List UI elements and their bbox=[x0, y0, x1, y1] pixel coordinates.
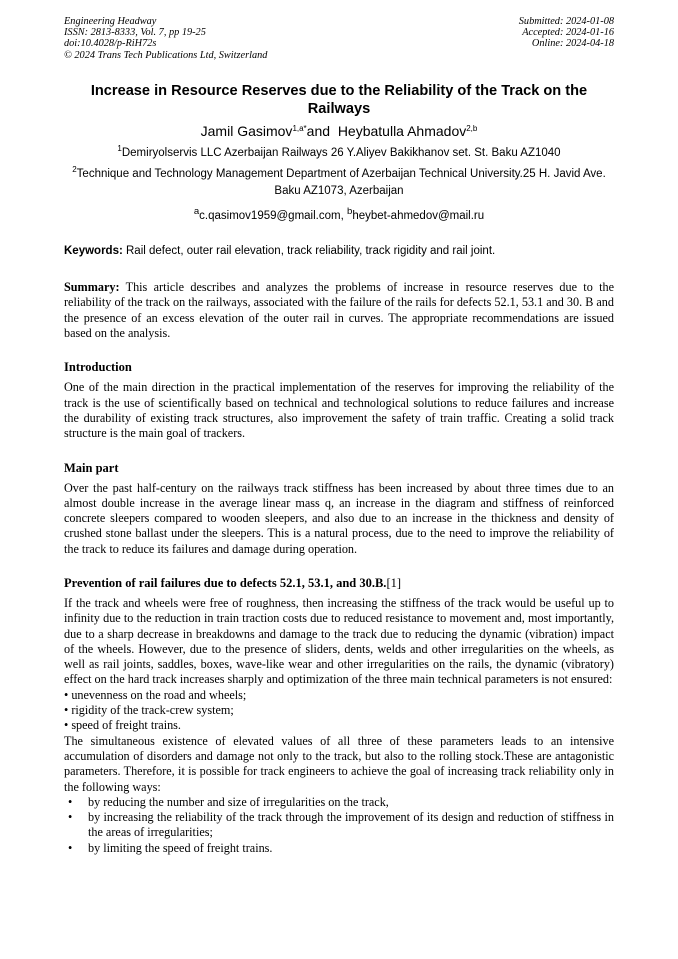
affiliation-2-text: Technique and Technology Management Department of Azerbaijan Technical University.25 H. Javid Ave. Baku AZ1073, Azerbaijan bbox=[76, 168, 606, 197]
bullet-icon: • bbox=[68, 810, 73, 825]
email-b[interactable]: heybet-ahmedov@mail.ru bbox=[352, 210, 485, 223]
paper-title: Increase in Resource Reserves due to the Reliability of the Track on the Railways bbox=[90, 82, 588, 117]
journal-name: Engineering Headway bbox=[64, 16, 157, 27]
publication-dates bbox=[519, 16, 614, 61]
journal-copyright: © 2024 Trans Tech Publications Ltd, Switzerland bbox=[64, 49, 268, 61]
affiliation-2 bbox=[64, 166, 614, 199]
main-part-text: Over the past half-century on the railways track stiffness has been increased by about three times due to an almost double increase in the average linear mass q, an increase in the diagram and stiffness of reinforced concrete sleepers compared to wooden sleepers, and also due to an increase in the thickness and density of crushed stone ballast under the sleepers. This is a natural process, due to the need to improve the reliability of the track to reduce its failures and damage during operation. bbox=[64, 480, 614, 556]
author-1-sup: 1,a* bbox=[292, 123, 307, 133]
journal-issn: ISSN: 2813-8333, Vol. 7, pp 19-25 bbox=[64, 27, 206, 39]
journal-doi: doi:10.4028/p-RiH72s bbox=[64, 38, 157, 50]
journal-header bbox=[64, 16, 614, 61]
method-list bbox=[64, 795, 614, 856]
list-item bbox=[64, 795, 614, 810]
parameter-list bbox=[64, 688, 614, 734]
prevention-heading bbox=[64, 576, 614, 591]
keywords bbox=[64, 244, 614, 259]
author-line bbox=[64, 122, 614, 140]
prevention-paragraph-2: The simultaneous existence of elevated values of all three of these parameters leads to an intensive accumulation of disorders and damage not only to the track, but also to the rolling stock.These are antagonistic parameters. Therefore, it is possible for track engineers to achieve the goal of increasing track reliability only in the following ways: bbox=[64, 733, 614, 794]
bullet-icon: • bbox=[68, 840, 73, 855]
email-a[interactable]: c.qasimov1959@gmail.com, bbox=[199, 210, 344, 223]
author-1-name: Jamil Gasimov bbox=[200, 122, 293, 139]
author-2-name: Heybatulla Ahmadov bbox=[337, 122, 467, 139]
keywords-text: Rail defect, outer rail elevation, track reliability, track rigidity and rail joint. bbox=[126, 245, 496, 258]
list-item: • unevenness on the road and wheels; bbox=[64, 687, 247, 702]
prevention-paragraph-1: If the track and wheels were free of roughness, then increasing the stiffness of the track would be useful up to infinity due to the reduction in train traction costs due to reduced resistance to movement and, most importantly, due to a sharp decrease in breakdowns and damage to the track due to reducing the dynamic (vibration) impact of the wheels. However, due to the presence of sliders, dents, welds and other irregularities on the wheels, as well as rail joints, saddles, boxes, wave-like wear and other irregularities on the rails, the dynamic (vibratory) effect on the hard track increases sharply and optimization of the three main technical parameters is not ensured: bbox=[64, 596, 614, 687]
list-item-text: by limiting the speed of freight trains. bbox=[88, 840, 273, 855]
affiliation-1-sup: 1 bbox=[117, 143, 122, 153]
introduction-heading: Introduction bbox=[64, 360, 132, 375]
affiliation-1-text: Demiryolservis LLC Azerbaijan Railways 26 Y.Aliyev Bakikhanov set. St. Baku AZ1040 bbox=[121, 146, 561, 159]
list-item bbox=[64, 810, 614, 841]
affiliation-2-sup: 2 bbox=[72, 165, 77, 175]
main-part-heading: Main part bbox=[64, 460, 119, 475]
email-b-sup: b bbox=[346, 206, 353, 218]
list-item: • rigidity of the track-crew system; bbox=[64, 703, 234, 718]
author-and: and bbox=[306, 122, 331, 139]
list-item bbox=[64, 841, 614, 856]
keywords-label: Keywords: bbox=[64, 245, 123, 258]
prevention-citation[interactable]: [1] bbox=[386, 576, 402, 590]
accepted-date: Accepted: 2024-01-16 bbox=[522, 27, 614, 39]
affiliation-1 bbox=[64, 145, 614, 162]
list-item: • speed of freight trains. bbox=[64, 718, 181, 733]
submitted-date: Submitted: 2024-01-08 bbox=[518, 16, 614, 27]
list-item-text: by reducing the number and size of irregularities on the track, bbox=[88, 794, 389, 809]
prevention-heading-text: Prevention of rail failures due to defects 52.1, 53.1, and 30.B. bbox=[64, 576, 387, 590]
online-date: Online: 2024-04-18 bbox=[531, 38, 614, 50]
author-2-sup: 2,b bbox=[466, 123, 478, 133]
journal-info bbox=[64, 16, 267, 61]
email-a-sup: a bbox=[193, 206, 200, 218]
bullet-icon: • bbox=[68, 794, 73, 809]
summary-text: This article describes and analyzes the problems of increase in resource reserves due to the reliability of the track on the railways, associated with the failure of the rails for defects 52.1, 53.1 and 30. B and the presence of an excess elevation of the outer rail in curves. The appropriate recommendations are issued based on the analysis. bbox=[64, 280, 614, 341]
list-item-text: by increasing the reliability of the track through the improvement of its design and reduction of stiffness in the areas of irregularities; bbox=[88, 810, 614, 840]
summary-label: Summary: bbox=[64, 280, 120, 295]
author-emails bbox=[64, 204, 614, 224]
summary bbox=[64, 280, 614, 341]
introduction-text: One of the main direction in the practical implementation of the reserves for improving the reliability of the track is the use of scientifically based on technical and technological solutions to reduce failures and increase the durability of existing track structures, also improvement the safety of train traffic. Creating a solid track structure is the main goal of trackers. bbox=[64, 380, 614, 441]
